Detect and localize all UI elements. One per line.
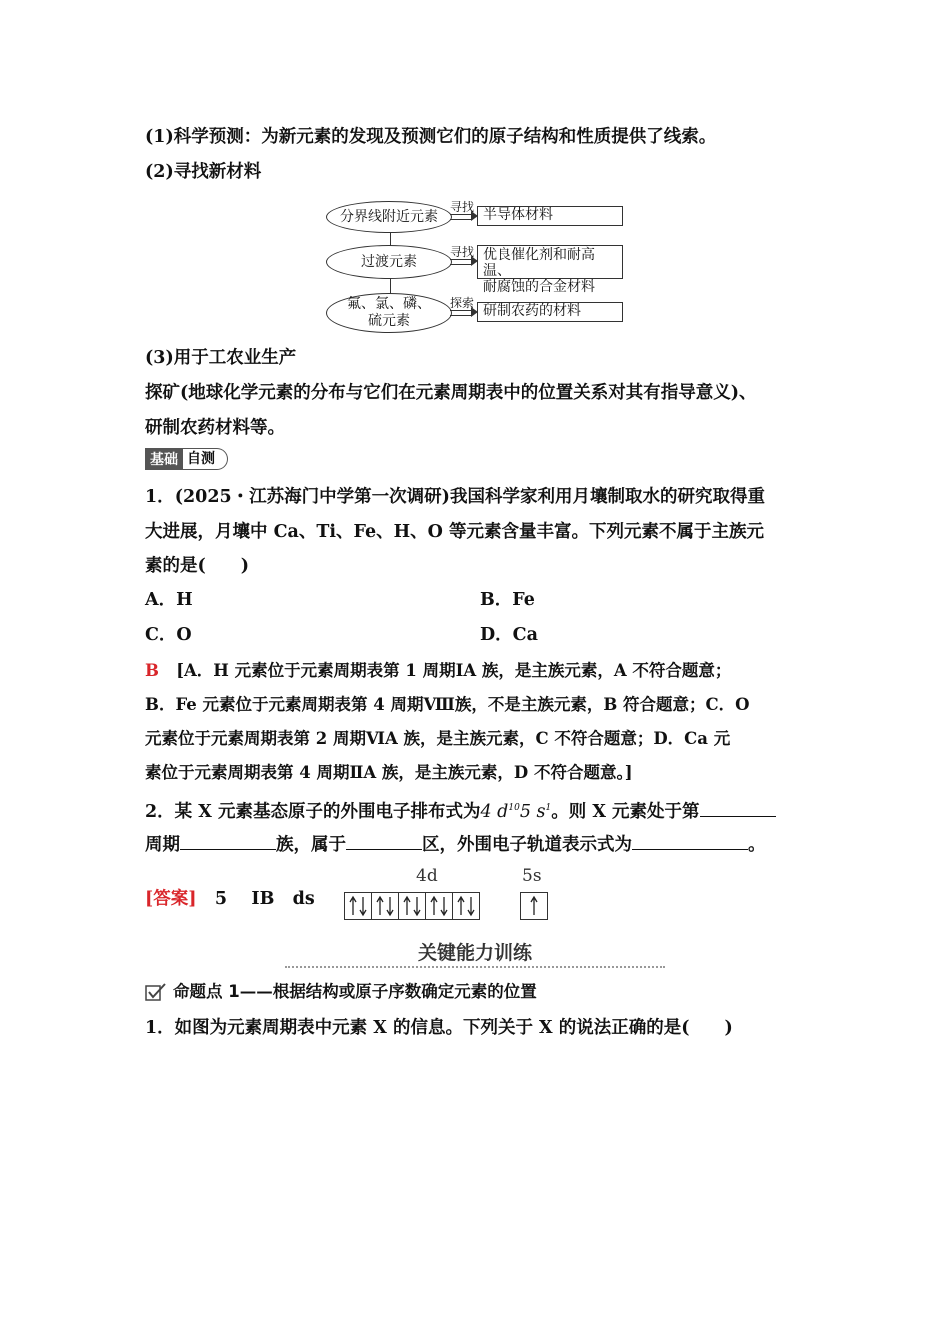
badge-left: 基础	[145, 448, 183, 470]
up-down-arrows-icon	[426, 893, 452, 919]
orbital-4d-boxes	[344, 892, 480, 920]
diagram-target-1: 半导体材料	[477, 206, 623, 226]
diagram-verb-1: 寻找	[450, 200, 475, 214]
q2-text-5: 区，外围电子轨道表示式为	[422, 835, 632, 855]
topic-title: ——根据结构或原子序数确定元素的位置	[239, 982, 537, 1001]
q2-text-4: 族，属于	[276, 835, 346, 855]
topic-heading	[145, 980, 537, 1004]
q1-explain-1-text: [A．H 元素位于元素周期表第 1 周期ⅠA 族，是主族元素，A 不符合题意；	[176, 661, 732, 680]
q1-option-d: D．Ca	[480, 625, 538, 645]
intro-p1: (1)科学预测：为新元素的发现及预测它们的原子结构和性质提供了线索。	[145, 127, 717, 147]
q1-answer-letter: B	[145, 661, 159, 680]
q2-line2	[145, 831, 766, 857]
q2-config-4: 4	[480, 801, 492, 822]
diagram-verb-3: 探索	[450, 296, 475, 310]
up-down-arrows-icon	[345, 893, 371, 919]
q2-config	[480, 802, 551, 822]
diagram-target-2-line1: 优良催化剂和耐高温、	[483, 247, 595, 279]
up-arrow-icon	[521, 893, 547, 919]
q1-explain-1	[145, 659, 731, 683]
section-title: 关键能力训练	[417, 942, 532, 964]
orbital-5s-box	[520, 892, 548, 920]
orbital-box-4d-5	[453, 892, 480, 920]
orbital-box-4d-3	[399, 892, 426, 920]
q2-blank-period	[700, 798, 776, 817]
q3-line1: 1．如图为元素周期表中元素 X 的信息。下列关于 X 的说法正确的是( )	[145, 1018, 733, 1038]
q1-source: (2025・江苏海门中学第一次调研)	[174, 487, 450, 507]
q2-config-s: s	[536, 801, 546, 822]
intro-p4a: 探矿(地球化学元素的分布与它们在元素周期表中的位置关系对其有指导意义)、	[145, 383, 757, 403]
orbital-box-5s	[520, 892, 548, 920]
up-down-arrows-icon	[399, 893, 425, 919]
orbital-box-4d-4	[426, 892, 453, 920]
diagram-target-2	[477, 245, 623, 295]
q1-line2: 大进展，月壤中 Ca、Ti、Fe、H、O 等元素含量丰富。下列元素不属于主族元	[145, 522, 765, 542]
intro-p2: (2)寻找新材料	[145, 162, 262, 182]
up-down-arrows-icon	[372, 893, 398, 919]
q2-config-d: d	[497, 801, 509, 822]
q2-config-5: 5	[519, 801, 531, 822]
intro-p3: (3)用于工农业生产	[145, 348, 297, 368]
q2-blank-orbital	[632, 831, 748, 850]
q2-blank-group	[180, 831, 276, 850]
q2-answer	[145, 887, 315, 911]
diagram-target-3: 研制农药的材料	[477, 302, 623, 322]
orbital-box-4d-1	[344, 892, 372, 920]
q2-blank-block	[346, 831, 422, 850]
self-test-badge	[145, 448, 228, 470]
diagram-arrow-1	[450, 214, 472, 220]
diagram-arrow-2	[450, 259, 472, 265]
q1-explain-3: 元素位于元素周期表第 2 周期ⅥA 族，是主族元素，C 不符合题意；D．Ca 元	[145, 729, 731, 748]
diagram-target-2-line2: 耐腐蚀的合金材料	[483, 279, 595, 295]
q1-option-a: A．H	[145, 590, 193, 610]
diagram-source-3	[326, 293, 452, 333]
q2-line1	[145, 796, 776, 824]
badge-right: 自测	[183, 448, 228, 470]
intro-p4b: 研制农药材料等。	[145, 418, 285, 438]
up-down-arrows-icon	[453, 893, 479, 919]
topic-label: 命题点 1	[173, 982, 240, 1001]
q2-config-10: 10	[508, 803, 520, 813]
diagram-source-3-line1: 氟、氯、磷、	[347, 296, 431, 312]
q2-answer-group: ⅠB	[251, 889, 275, 909]
section-divider	[285, 966, 665, 968]
diagram-source-3-line2: 硫元素	[368, 313, 410, 329]
diagram-source-2: 过渡元素	[326, 245, 452, 279]
q2-text-2: 。则 X 元素处于第	[551, 801, 700, 822]
q1-explain-4: 素位于元素周期表第 4 周期ⅡA 族，是主族元素，D 不符合题意。]	[145, 763, 633, 782]
q1-option-b: B．Fe	[480, 590, 535, 610]
q1-line1	[145, 485, 765, 509]
diagram-arrow-3	[450, 310, 472, 316]
q1-explain-2: B．Fe 元素位于元素周期表第 4 周期Ⅷ族，不是主族元素，B 符合题意；C．O	[145, 695, 750, 714]
q2-text-1: 2．某 X 元素基态原子的外围电子排布式为	[145, 801, 481, 822]
q1-number: 1．	[145, 487, 175, 507]
q1-option-c: C．O	[145, 625, 192, 645]
q2-text-6: 。	[748, 835, 766, 855]
q2-answer-period: 5	[214, 889, 228, 909]
q2-answer-tag: [答案]	[145, 889, 197, 909]
q1-text-1: 我国科学家利用月壤制取水的研究取得重	[449, 487, 765, 507]
orbital-box-4d-2	[372, 892, 399, 920]
orbital-label-5s: 5s	[522, 866, 542, 886]
orbital-label-4d: 4d	[416, 866, 438, 886]
q1-line3: 素的是( )	[145, 556, 250, 576]
checkbox-check-icon	[145, 982, 167, 1002]
diagram-verb-2: 寻找	[450, 245, 475, 259]
q2-config-1: 1	[545, 803, 552, 813]
q2-answer-block: ds	[292, 889, 315, 909]
diagram-source-1: 分界线附近元素	[326, 201, 452, 233]
q2-text-3: 周期	[145, 835, 180, 855]
